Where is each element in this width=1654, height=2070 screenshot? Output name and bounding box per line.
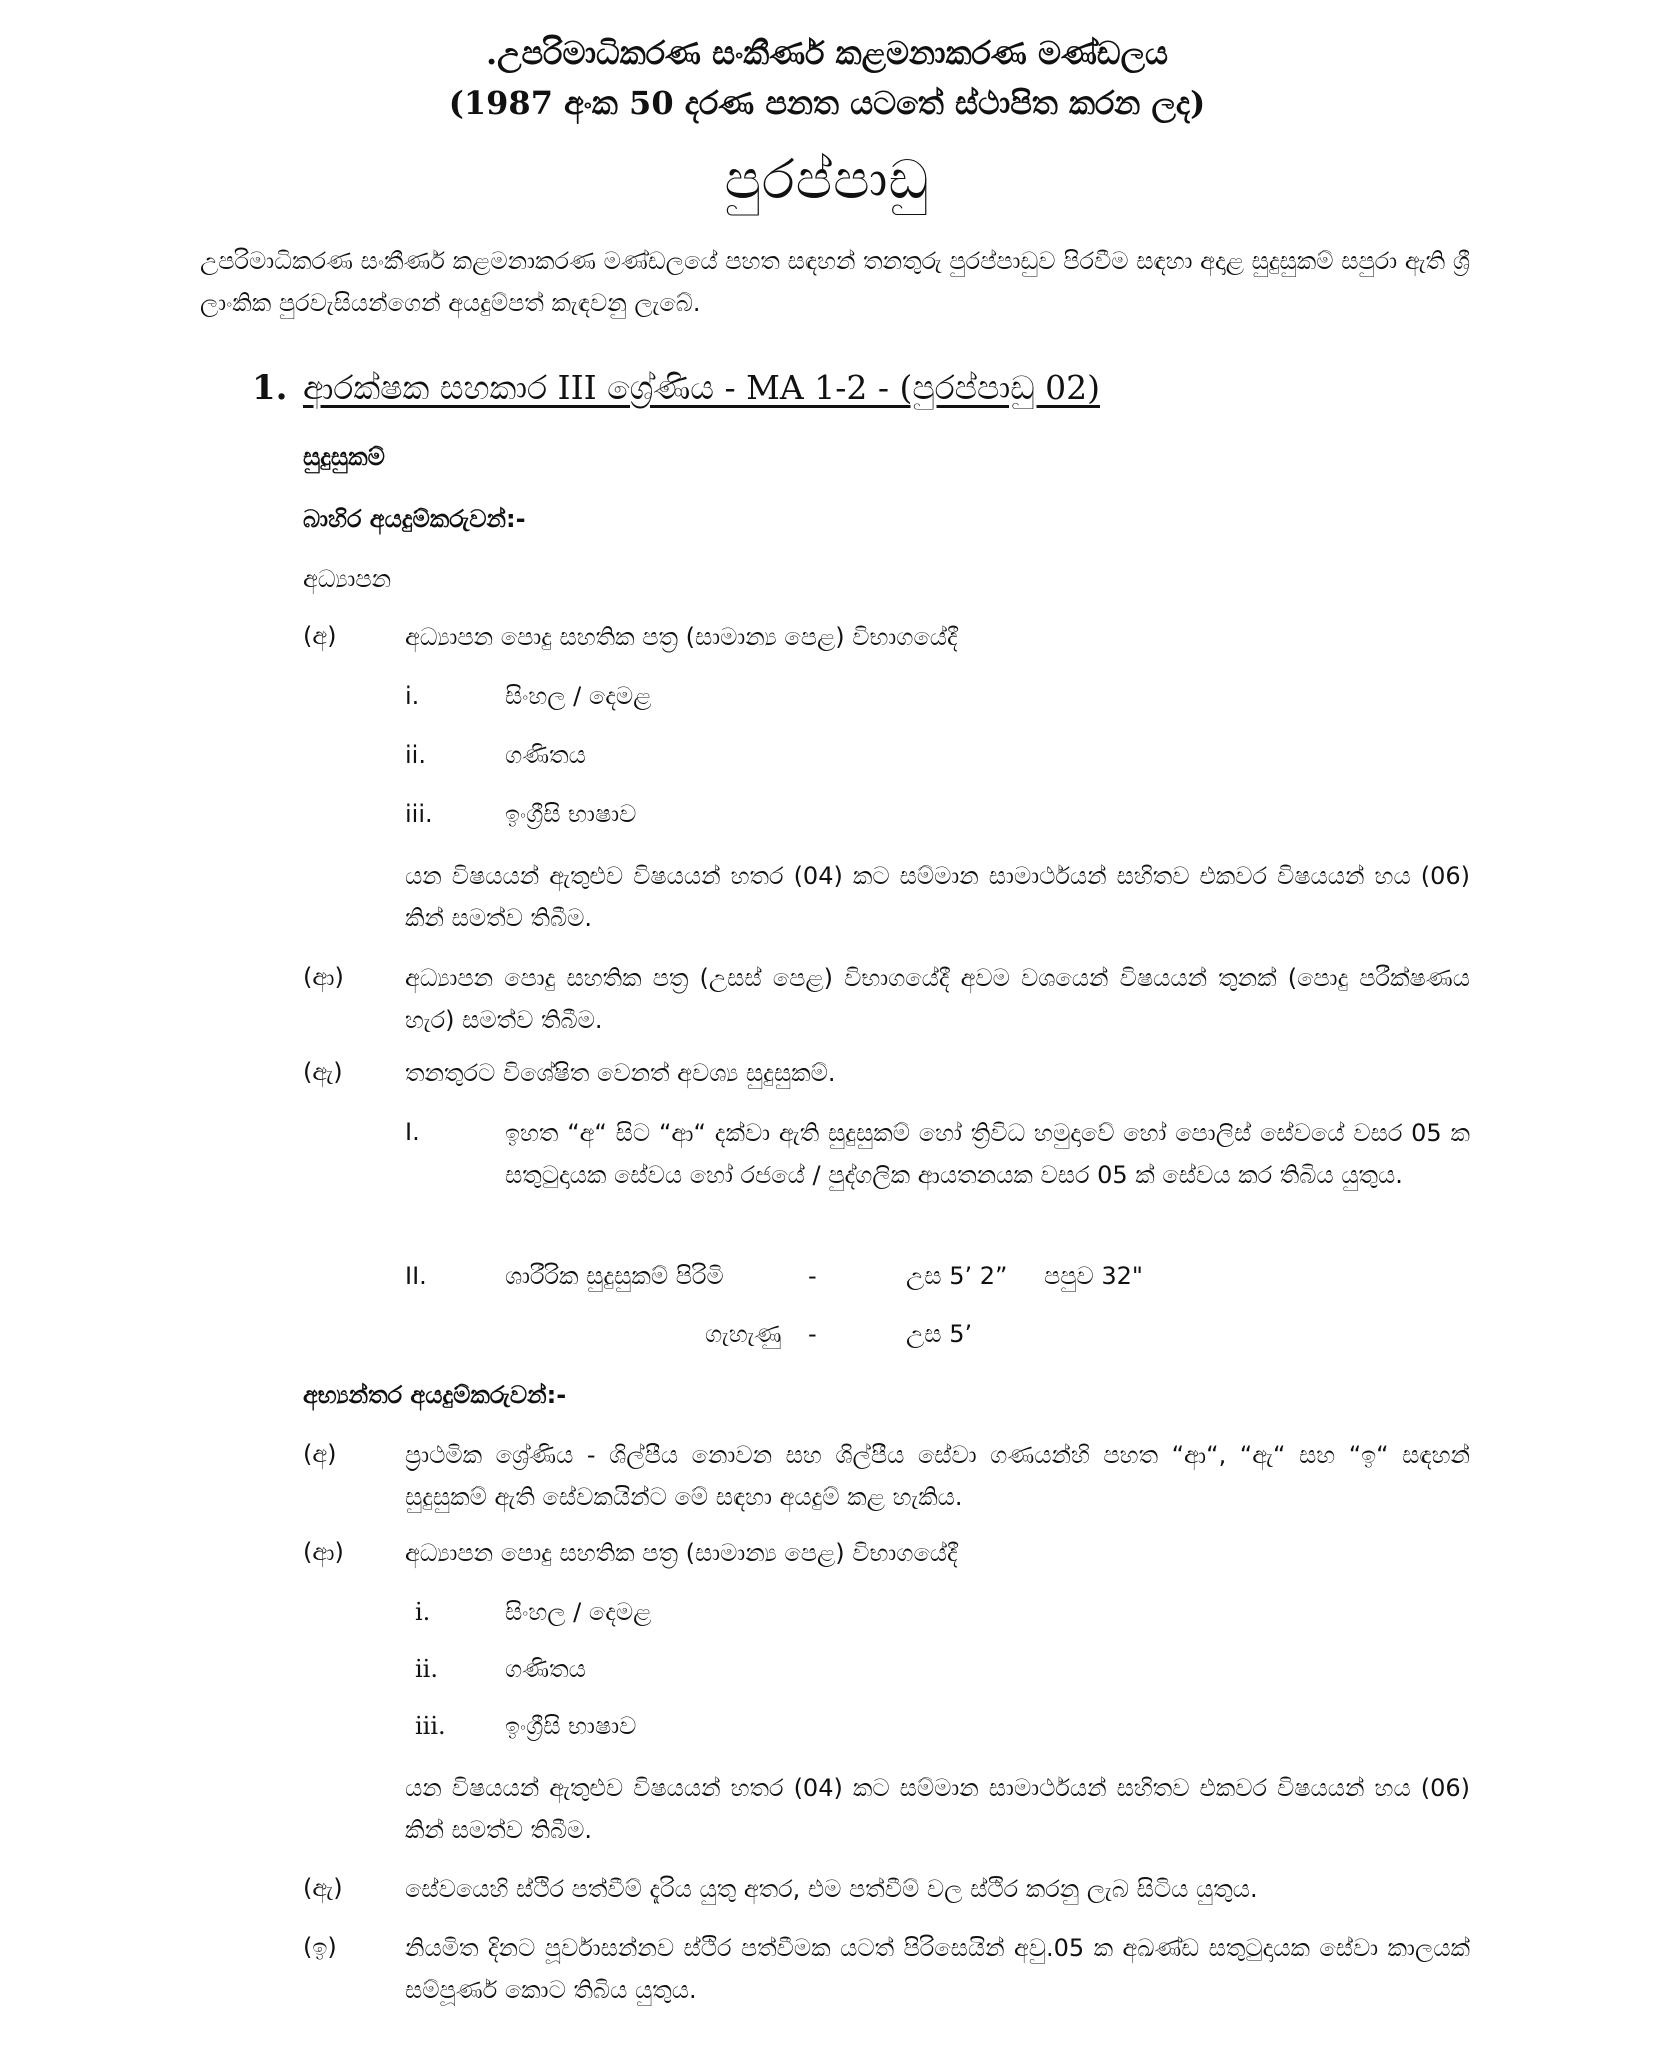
int-ae-text: සේවයෙහි ස්ථිර පත්වීම් දැරිය යුතු අතර, එම පත්වීම් වල ස්ථිර කරනු ලැබ සිටිය යුතුය. (405, 1875, 1258, 1903)
female-label: ගැහැණු (705, 1320, 782, 1348)
int-aa-item: සිංහල / දෙමළ (505, 1598, 652, 1626)
ext-aa-label: (ආ) (303, 963, 344, 991)
ext-ae-text: තනතුරට විශේෂිත වෙනත් අවශ්‍ය සුදුසුකම්. (405, 1059, 836, 1087)
female-height: උස 5’ (906, 1320, 973, 1348)
ext-a-tail: යන විෂයයන් ඇතුළුව විෂයයන් හතර (04) කට සම්මාන සාමාර්ථයන් සහිතව එකවර විෂයයන් හය (06) කින් සමත්ව තිබීම. (405, 862, 1470, 932)
female-dash: - (808, 1320, 817, 1348)
int-i-label: (ඉ) (303, 1933, 337, 1961)
int-aa-tail: යන විෂයයන් ඇතුළුව විෂයයන් හතර (04) කට සම්මාන සාමාර්ථයන් සහිතව එකවර විෂයයන් හය (06) කින් සමත්ව තිබීම. (405, 1774, 1470, 1844)
physical-label: ශාරීරික සුදුසුකම් පිරිමි (505, 1262, 724, 1290)
int-aa-item-num: ii. (415, 1655, 438, 1683)
header-vacancies: පුරප්පාඩු (724, 148, 930, 211)
ext-a-item: ඉංග්‍රීසි භාෂාව (505, 800, 637, 828)
qualifications-heading: සුදුසුකම් (303, 443, 385, 471)
ext-a-item: ගණිතය (505, 741, 586, 769)
header-organisation: .උපරිමාධිකරණ සංකීර්ණ කළමනාකරණ මණ්ඩලය (485, 34, 1169, 72)
int-aa-item: ඉංග්‍රීසි භාෂාව (505, 1712, 637, 1740)
ext-a-item-num: iii. (405, 800, 433, 828)
int-ae-label: (ඇ) (303, 1874, 343, 1902)
int-aa-item: ගණිතය (505, 1655, 586, 1683)
section-number: 1. (252, 368, 288, 408)
int-aa-text: අධ්‍යාපන පොදු සහතික පත්‍ර (සාමාන්‍ය පෙළ) විභාගයේදී (405, 1539, 958, 1567)
header-act: (1987 අංක 50 දරණ පනත යටතේ ස්ථාපිත කරන ලද) (448, 84, 1206, 122)
int-a-text: ප්‍රාථමික ශ්‍රේණිය - ශිල්පීය නොවන සහ ශිල්පීය සේවා ගණයන්හි පහත “ආ“, “ඇ“ සහ “ඉ“ සඳහන් සුදුසුකම් ඇති සේවකයින්ට මේ සඳහා අයදුම් කළ හැකිය. (405, 1441, 1470, 1511)
ext-a-item: සිංහල / දෙමළ (505, 682, 652, 710)
int-aa-item-num: iii. (415, 1712, 446, 1740)
int-a-label: (අ) (303, 1440, 337, 1468)
int-i-text: නියමිත දිනට පූර්වාසන්නව ස්ථිර පත්වීමක යටත් පිරිසෙයින් අවු.05 ක අඛණ්ඩ සතුටුදායක සේවා කාලයක් සම්පූර්ණ කොට තිබිය යුතුය. (405, 1934, 1470, 2004)
ext-a-label: (අ) (303, 622, 337, 650)
int-aa-label: (ආ) (303, 1538, 344, 1566)
intro-paragraph: උපරිමාධිකරණ සංකීර්ණ කළමනාකරණ මණ්ඩලයේ පහත සඳහන් තනතුරු පුරප්පාඩුව පිරවීම සඳහා අදාළ සුදුසුකම් සපුරා ඇති ශ්‍රී ලාංකික පුරවැසියන්ගෙන් අයදුම්පත් කැඳවනු ලැබේ. (200, 247, 1470, 317)
physical-dash: - (808, 1262, 817, 1290)
int-aa-item-num: i. (415, 1598, 431, 1626)
ext-a-text: අධ්‍යාපන පොදු සහතික පත්‍ර (සාමාන්‍ය පෙළ) විභාගයේදී (405, 623, 958, 651)
ext-a-item-num: i. (405, 682, 420, 710)
ext-ae-i-text: ඉහත “අ“ සිට “ආ“ දක්වා ඇති සුදුසුකම් හෝ ත්‍රිවිධ හමුදාවේ හෝ පොලිස් සේවයේ වසර 05 ක සතුටුදායක සේවය හෝ රජයේ / පුද්ගලික ආයතනයක වසර 05 ක් සේවය කර තිබිය යුතුය. (505, 1119, 1470, 1189)
male-chest: පපුව 32" (1044, 1262, 1143, 1290)
male-height: උස 5’ 2” (906, 1262, 1008, 1290)
ext-a-item-num: ii. (405, 741, 426, 769)
education-label: අධ්‍යාපන (303, 565, 392, 593)
ext-ae-label: (ඇ) (303, 1058, 343, 1086)
external-heading: බාහිර අයදුම්කරුවන්:- (303, 505, 526, 533)
ext-ae-ii-num: II. (405, 1262, 427, 1290)
internal-heading: අභ්‍යන්තර අයදුම්කරුවන්:- (303, 1381, 567, 1409)
section-title: ආරක්ෂක සහකාර III ශ්‍රේණිය - MA 1-2 - (පුරප්පාඩු 02) (303, 368, 1101, 407)
ext-ae-i-num: I. (405, 1118, 420, 1146)
ext-aa-text: අධ්‍යාපන පොදු සහතික පත්‍ර (උසස් පෙළ) විභාගයේදී අවම වශයෙන් විෂයයන් තුනක් (පොදු පරීක්ෂණය හැර) සමත්ව තිබීම. (405, 964, 1470, 1034)
